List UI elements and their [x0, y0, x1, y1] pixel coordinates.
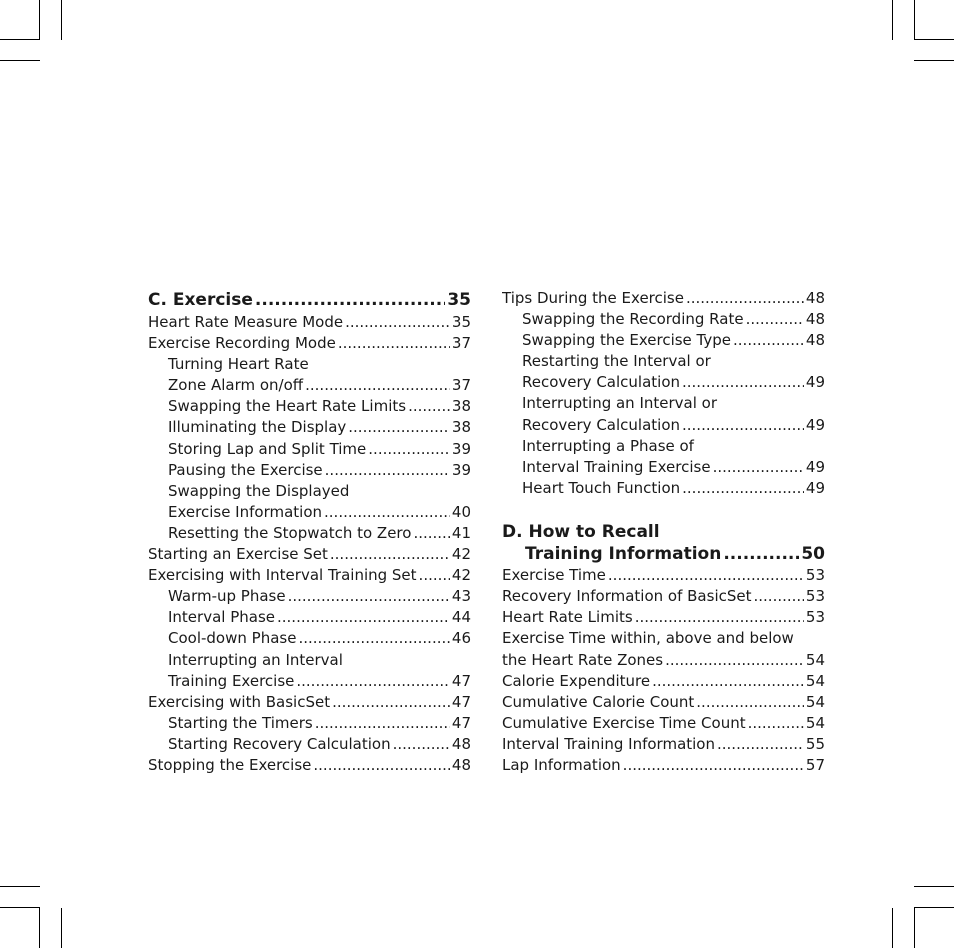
toc-entry: [502, 650, 825, 671]
crop-mark: [39, 908, 40, 948]
toc-entry: [148, 628, 471, 649]
crop-mark: [0, 60, 40, 61]
toc-page-number: 48: [805, 289, 825, 307]
toc-page-number: 55: [805, 734, 825, 753]
dot-leader: [305, 375, 450, 396]
crop-mark: [892, 908, 893, 948]
toc-page-number: 49: [805, 478, 825, 497]
toc-entry-title: Cumulative Calorie Count: [502, 692, 695, 711]
toc-entry: [502, 372, 825, 393]
crop-mark: [914, 0, 915, 40]
dot-leader: [325, 460, 450, 481]
toc-entry-title: Cumulative Exercise Time Count: [502, 713, 746, 732]
dot-leader: [393, 734, 450, 755]
toc-page-number: 54: [805, 650, 825, 669]
crop-mark: [61, 908, 62, 948]
dot-leader: [635, 607, 804, 628]
dot-leader: [682, 372, 804, 393]
toc-page-number: 48: [451, 734, 471, 753]
toc-entry: [148, 417, 471, 438]
toc-entry-title: Lap Information: [502, 755, 621, 774]
dot-leader: [413, 523, 449, 544]
dot-leader: [748, 713, 804, 734]
toc-entry: [502, 393, 825, 414]
toc-entry: [148, 607, 471, 628]
toc-entry-title: C. Exercise: [148, 290, 253, 310]
toc-entry: [148, 713, 471, 734]
toc-entry: [502, 628, 825, 649]
toc-entry-title: Tips During the Exercise: [502, 289, 684, 307]
toc-entry: [502, 671, 825, 692]
toc-page-number: 47: [451, 692, 471, 711]
toc-page-number: 39: [451, 439, 471, 458]
toc-entry: [148, 354, 471, 375]
crop-mark: [0, 39, 40, 40]
dot-leader: [713, 457, 804, 478]
toc-entry-title: Swapping the Displayed: [168, 481, 350, 500]
crop-mark: [0, 907, 40, 908]
toc-entry-title: Exercise Time within, above and below: [502, 629, 794, 648]
crop-mark: [914, 886, 954, 887]
toc-entry: [502, 692, 825, 713]
crop-mark: [61, 0, 62, 40]
dot-leader: [332, 692, 450, 713]
toc-entry: [148, 671, 471, 692]
toc-entry-title: Illuminating the Display: [168, 418, 347, 437]
dot-leader: [717, 734, 804, 755]
dot-leader: [754, 586, 804, 607]
toc-page-number: 48: [805, 331, 825, 350]
dot-leader: [296, 671, 450, 692]
toc-entry: [502, 565, 825, 586]
toc-entry-title: Turning Heart Rate: [168, 355, 309, 374]
toc-entry: [502, 607, 825, 628]
dot-leader: [623, 755, 804, 776]
dot-leader: [746, 309, 804, 330]
crop-mark: [39, 0, 40, 40]
toc-entry-title: Heart Touch Function: [522, 478, 681, 497]
toc-page-number: 42: [451, 545, 471, 564]
toc-page-number: 44: [451, 608, 471, 627]
toc-entry-title: Swapping the Exercise Type: [522, 331, 732, 350]
toc-entry-title: Restarting the Interval or: [522, 352, 711, 371]
toc-page-number: 38: [451, 397, 471, 416]
toc-entry-title: Starting an Exercise Set: [148, 545, 328, 564]
toc-page-number: 54: [805, 713, 825, 732]
crop-mark: [914, 907, 954, 908]
toc-entry-title: Warm-up Phase: [168, 587, 286, 606]
toc-entry: [148, 565, 471, 586]
toc-entry-title: Interval Training Information: [502, 734, 715, 753]
toc-column-left: [148, 288, 471, 776]
toc-entry: [148, 333, 471, 354]
dot-leader: [368, 439, 450, 460]
toc-entry: [502, 586, 825, 607]
dot-leader: [288, 586, 450, 607]
toc-page-number: 37: [451, 334, 471, 353]
toc-page-number: 47: [451, 713, 471, 732]
toc-entry: [148, 692, 471, 713]
toc-entry: [148, 755, 471, 776]
toc-page-number: 54: [805, 671, 825, 690]
toc-entry: [148, 523, 471, 544]
toc-entry: [502, 330, 825, 351]
toc-entry-title: Swapping the Heart Rate Limits: [168, 397, 407, 416]
toc-entry: [148, 502, 471, 523]
toc-page-number: 53: [805, 566, 825, 585]
toc-page-number: 47: [451, 671, 471, 690]
toc-entry: [502, 436, 825, 457]
dot-leader: [255, 288, 445, 312]
toc-entry: [148, 460, 471, 481]
dot-leader: [298, 628, 449, 649]
toc-page-number: 42: [451, 566, 471, 585]
toc-entry-title: Interrupting a Phase of: [522, 436, 694, 455]
toc-entry-title: Interval Training Exercise: [522, 457, 711, 476]
toc-page-number: 38: [451, 418, 471, 437]
toc-entry-title: Exercise Recording Mode: [148, 334, 336, 353]
dot-leader: [315, 713, 450, 734]
toc-entry-title: Exercising with Interval Training Set: [148, 566, 417, 585]
toc-entry: [148, 544, 471, 565]
toc-entry-title: Zone Alarm on/off: [168, 376, 304, 395]
toc-entry-title: Heart Rate Measure Mode: [148, 313, 344, 331]
toc-entry: [148, 375, 471, 396]
toc-section-heading: [148, 288, 471, 312]
dot-leader: [408, 396, 450, 417]
toc-entry-title: D. How to Recall: [502, 522, 660, 543]
toc-entry: [502, 288, 825, 309]
toc-entry-title: Exercising with BasicSet: [148, 692, 331, 711]
section-spacer: [502, 499, 825, 520]
toc-entry-title: Training Information: [525, 544, 722, 565]
toc-page-number: 37: [451, 376, 471, 395]
toc-entry-title: Heart Rate Limits: [502, 608, 633, 627]
dot-leader: [686, 288, 804, 309]
toc-entry: [502, 351, 825, 372]
toc-page-number: 50: [801, 544, 825, 565]
toc-page-number: 40: [451, 502, 471, 521]
dot-leader: [682, 415, 804, 436]
toc-entry: [502, 457, 825, 478]
dot-leader: [324, 502, 450, 523]
dot-leader: [652, 671, 804, 692]
toc-entry: [148, 439, 471, 460]
dot-leader: [608, 565, 804, 586]
toc-entry-title: Storing Lap and Split Time: [168, 439, 367, 458]
dot-leader: [419, 565, 450, 586]
toc-entry: [148, 586, 471, 607]
crop-mark: [0, 886, 40, 887]
crop-mark: [914, 60, 954, 61]
toc-entry-title: Recovery Calculation: [522, 415, 680, 434]
toc-entry-title: Exercise Time: [502, 566, 606, 585]
toc-page-number: 35: [447, 290, 471, 310]
dot-leader: [313, 755, 450, 776]
crop-mark: [914, 908, 915, 948]
dot-leader: [330, 544, 450, 565]
dot-leader: [665, 650, 804, 671]
toc-entry-title: Starting the Timers: [168, 713, 313, 732]
toc-column-right: [502, 288, 825, 776]
toc-page-number: 57: [805, 755, 825, 774]
dot-leader: [723, 544, 799, 565]
toc-entry: [148, 312, 471, 333]
toc-entry-title: Calorie Expenditure: [502, 671, 651, 690]
dot-leader: [348, 417, 450, 438]
toc-entry-title: Interval Phase: [168, 608, 275, 627]
toc-page-number: 54: [805, 692, 825, 711]
toc-page-number: 53: [805, 608, 825, 627]
toc-page-number: 43: [451, 587, 471, 606]
toc-entry: [148, 396, 471, 417]
toc-page-number: 46: [451, 629, 471, 648]
toc-entry-title: Stopping the Exercise: [148, 755, 312, 774]
toc-entry-title: Interrupting an Interval or: [522, 394, 718, 413]
toc-entry-title: Interrupting an Interval: [168, 650, 343, 669]
toc-page-number: 49: [805, 415, 825, 434]
toc-entry: [148, 481, 471, 502]
toc-section-heading: [502, 544, 825, 565]
crop-mark: [914, 39, 954, 40]
dot-leader: [338, 333, 450, 354]
toc-entry-title: Exercise Information: [168, 502, 323, 521]
toc-entry-title: Training Exercise: [168, 671, 295, 690]
toc-entry-title: Pausing the Exercise: [168, 460, 323, 479]
toc-entry-title: Recovery Information of BasicSet: [502, 587, 752, 606]
dot-leader: [696, 692, 804, 713]
toc-page-number: 49: [805, 457, 825, 476]
toc-entry-title: Cool-down Phase: [168, 629, 297, 648]
dot-leader: [345, 312, 450, 333]
toc-entry: [502, 734, 825, 755]
toc-entry-title: the Heart Rate Zones: [502, 650, 664, 669]
crop-mark: [892, 0, 893, 40]
toc-page-number: 49: [805, 373, 825, 392]
dot-leader: [733, 330, 804, 351]
toc-entry-title: Swapping the Recording Rate: [522, 310, 744, 329]
toc-entry-title: Recovery Calculation: [522, 373, 680, 392]
toc-section-heading: [502, 520, 825, 544]
toc-page-number: 39: [451, 460, 471, 479]
toc-entry: [502, 309, 825, 330]
toc-page-number: 48: [451, 755, 471, 774]
dot-leader: [682, 478, 804, 499]
toc-page-number: 41: [451, 523, 471, 542]
toc-entry-title: Starting Recovery Calculation: [168, 734, 391, 753]
toc-entry: [502, 478, 825, 499]
toc-page-number: 35: [451, 313, 471, 331]
toc-entry-title: Resetting the Stopwatch to Zero: [168, 523, 412, 542]
toc-entry: [148, 650, 471, 671]
toc-entry: [502, 755, 825, 776]
toc-entry: [502, 415, 825, 436]
toc-page-number: 48: [805, 310, 825, 329]
toc-entry: [502, 713, 825, 734]
dot-leader: [277, 607, 450, 628]
toc-page-number: 53: [805, 587, 825, 606]
toc-entry: [148, 734, 471, 755]
